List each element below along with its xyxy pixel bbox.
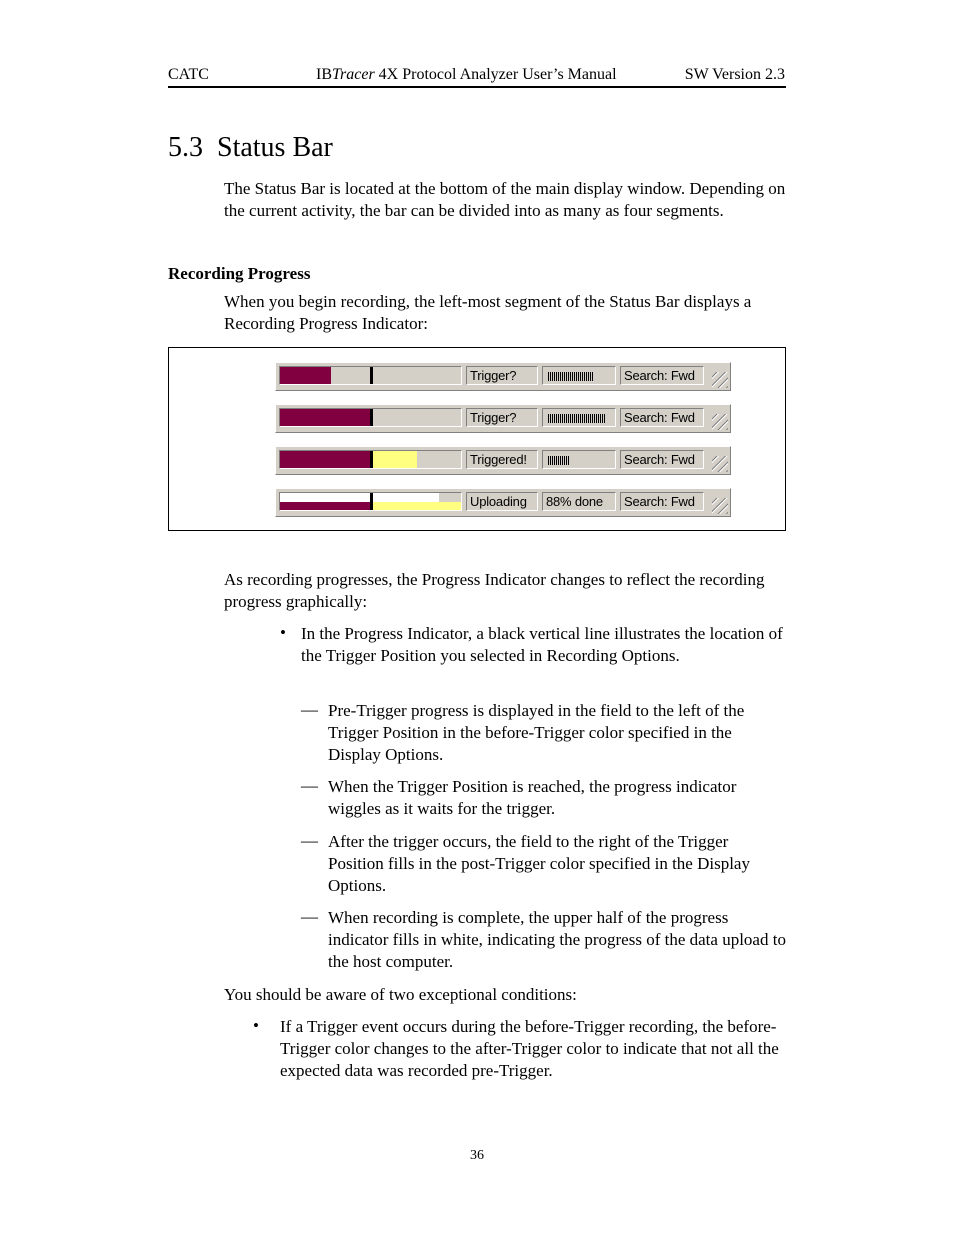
pre-trigger-fill bbox=[280, 451, 372, 468]
progress-indicator bbox=[279, 366, 462, 385]
status-label: Trigger? bbox=[470, 410, 517, 425]
dash-marker: — bbox=[301, 776, 318, 795]
trigger-position-line bbox=[370, 451, 373, 468]
status-label-segment bbox=[466, 408, 538, 427]
bullet-marker: • bbox=[280, 623, 286, 642]
activity-ticks bbox=[548, 372, 594, 381]
activity-segment bbox=[542, 408, 616, 427]
search-direction-label: Search: Fwd bbox=[624, 452, 695, 467]
intro-paragraph: The Status Bar is located at the bottom of the main display window. Depending on the current activity, the bar can be divided into as many as four segments. bbox=[224, 179, 786, 220]
status-label-segment bbox=[466, 492, 538, 511]
recording-intro-paragraph: When you begin recording, the left-most segment of the Status Bar displays a Recording Progress Indicator: bbox=[224, 292, 752, 333]
status-bar-figure bbox=[168, 347, 786, 531]
trigger-position-line bbox=[370, 409, 373, 426]
resize-grip-icon[interactable] bbox=[712, 372, 728, 388]
running-header bbox=[168, 64, 786, 88]
resize-grip-icon[interactable] bbox=[712, 498, 728, 514]
progress-indicator bbox=[279, 450, 462, 469]
dash-marker: — bbox=[301, 907, 318, 926]
post-trigger-fill bbox=[372, 451, 417, 468]
status-bar bbox=[275, 488, 731, 517]
bullet-trigger-line: In the Progress Indicator, a black vertical line illustrates the location of the Trigger Position you selected in Recording Options. bbox=[301, 624, 783, 665]
dash-marker: — bbox=[301, 700, 318, 719]
header-title-italic: Tracer bbox=[332, 66, 375, 83]
progress-indicator bbox=[279, 492, 462, 511]
header-manual-title bbox=[316, 66, 617, 84]
bullet-marker: • bbox=[253, 1016, 259, 1035]
bullet-exceptional-condition: If a Trigger event occurs during the before-Trigger recording, the before-Trigger color changes to the after-Trigger color to indicate that not all the expected data was recorded pre-Trigger. bbox=[280, 1017, 779, 1080]
section-title: Status Bar bbox=[217, 132, 333, 163]
dash-item-wiggle: When the Trigger Position is reached, the progress indicator wiggles as it waits for the trigger. bbox=[328, 777, 737, 818]
progress-indicator bbox=[279, 408, 462, 427]
search-direction-segment[interactable] bbox=[620, 366, 704, 385]
subheading-recording-progress: Recording Progress bbox=[168, 264, 311, 283]
section-number: 5.3 bbox=[168, 132, 203, 163]
search-direction-segment[interactable] bbox=[620, 450, 704, 469]
exceptional-intro-paragraph: You should be aware of two exceptional conditions: bbox=[224, 985, 577, 1004]
activity-segment bbox=[542, 366, 616, 385]
trigger-position-line bbox=[370, 493, 373, 510]
after-figure-paragraph: As recording progresses, the Progress Indicator changes to reflect the recording progress graphically: bbox=[224, 570, 765, 611]
status-label: Uploading bbox=[470, 494, 527, 509]
search-direction-segment[interactable] bbox=[620, 408, 704, 427]
dash-item-pre-trigger: Pre-Trigger progress is displayed in the field to the left of the Trigger Position in the before-Trigger color specified in the Display Options. bbox=[328, 701, 745, 764]
header-title-prefix: IB bbox=[316, 66, 332, 83]
status-label: Triggered! bbox=[470, 452, 527, 467]
status-label: Trigger? bbox=[470, 368, 517, 383]
status-label-segment bbox=[466, 366, 538, 385]
status-bar bbox=[275, 404, 731, 433]
upload-progress-fill bbox=[280, 493, 439, 502]
page-number: 36 bbox=[470, 1148, 484, 1163]
header-title-suffix: 4X Protocol Analyzer User’s Manual bbox=[374, 66, 617, 83]
header-company: CATC bbox=[168, 66, 209, 83]
header-version: SW Version 2.3 bbox=[684, 66, 785, 83]
status-label-segment bbox=[466, 450, 538, 469]
dash-item-post-trigger: After the trigger occurs, the field to the right of the Trigger Position fills in the post-Trigger color specified in the Display Options. bbox=[328, 832, 750, 895]
search-direction-segment[interactable] bbox=[620, 492, 704, 511]
section-heading bbox=[168, 132, 333, 164]
status-bar bbox=[275, 446, 731, 475]
search-direction-label: Search: Fwd bbox=[624, 410, 695, 425]
pre-trigger-fill bbox=[280, 502, 372, 510]
status-bar bbox=[275, 362, 731, 391]
activity-segment bbox=[542, 492, 616, 511]
upload-percent-text: 88% done bbox=[546, 494, 603, 509]
activity-ticks bbox=[548, 456, 569, 465]
trigger-position-line bbox=[370, 367, 373, 384]
search-direction-label: Search: Fwd bbox=[624, 494, 695, 509]
resize-grip-icon[interactable] bbox=[712, 414, 728, 430]
resize-grip-icon[interactable] bbox=[712, 456, 728, 472]
search-direction-label: Search: Fwd bbox=[624, 368, 695, 383]
activity-segment bbox=[542, 450, 616, 469]
dash-item-upload: When recording is complete, the upper half of the progress indicator fills in white, indicating the progress of the data upload to the host computer. bbox=[328, 908, 786, 971]
pre-trigger-fill bbox=[280, 409, 372, 426]
dash-marker: — bbox=[301, 831, 318, 850]
post-trigger-fill bbox=[372, 502, 461, 510]
pre-trigger-fill bbox=[280, 367, 331, 384]
activity-ticks bbox=[548, 414, 605, 423]
